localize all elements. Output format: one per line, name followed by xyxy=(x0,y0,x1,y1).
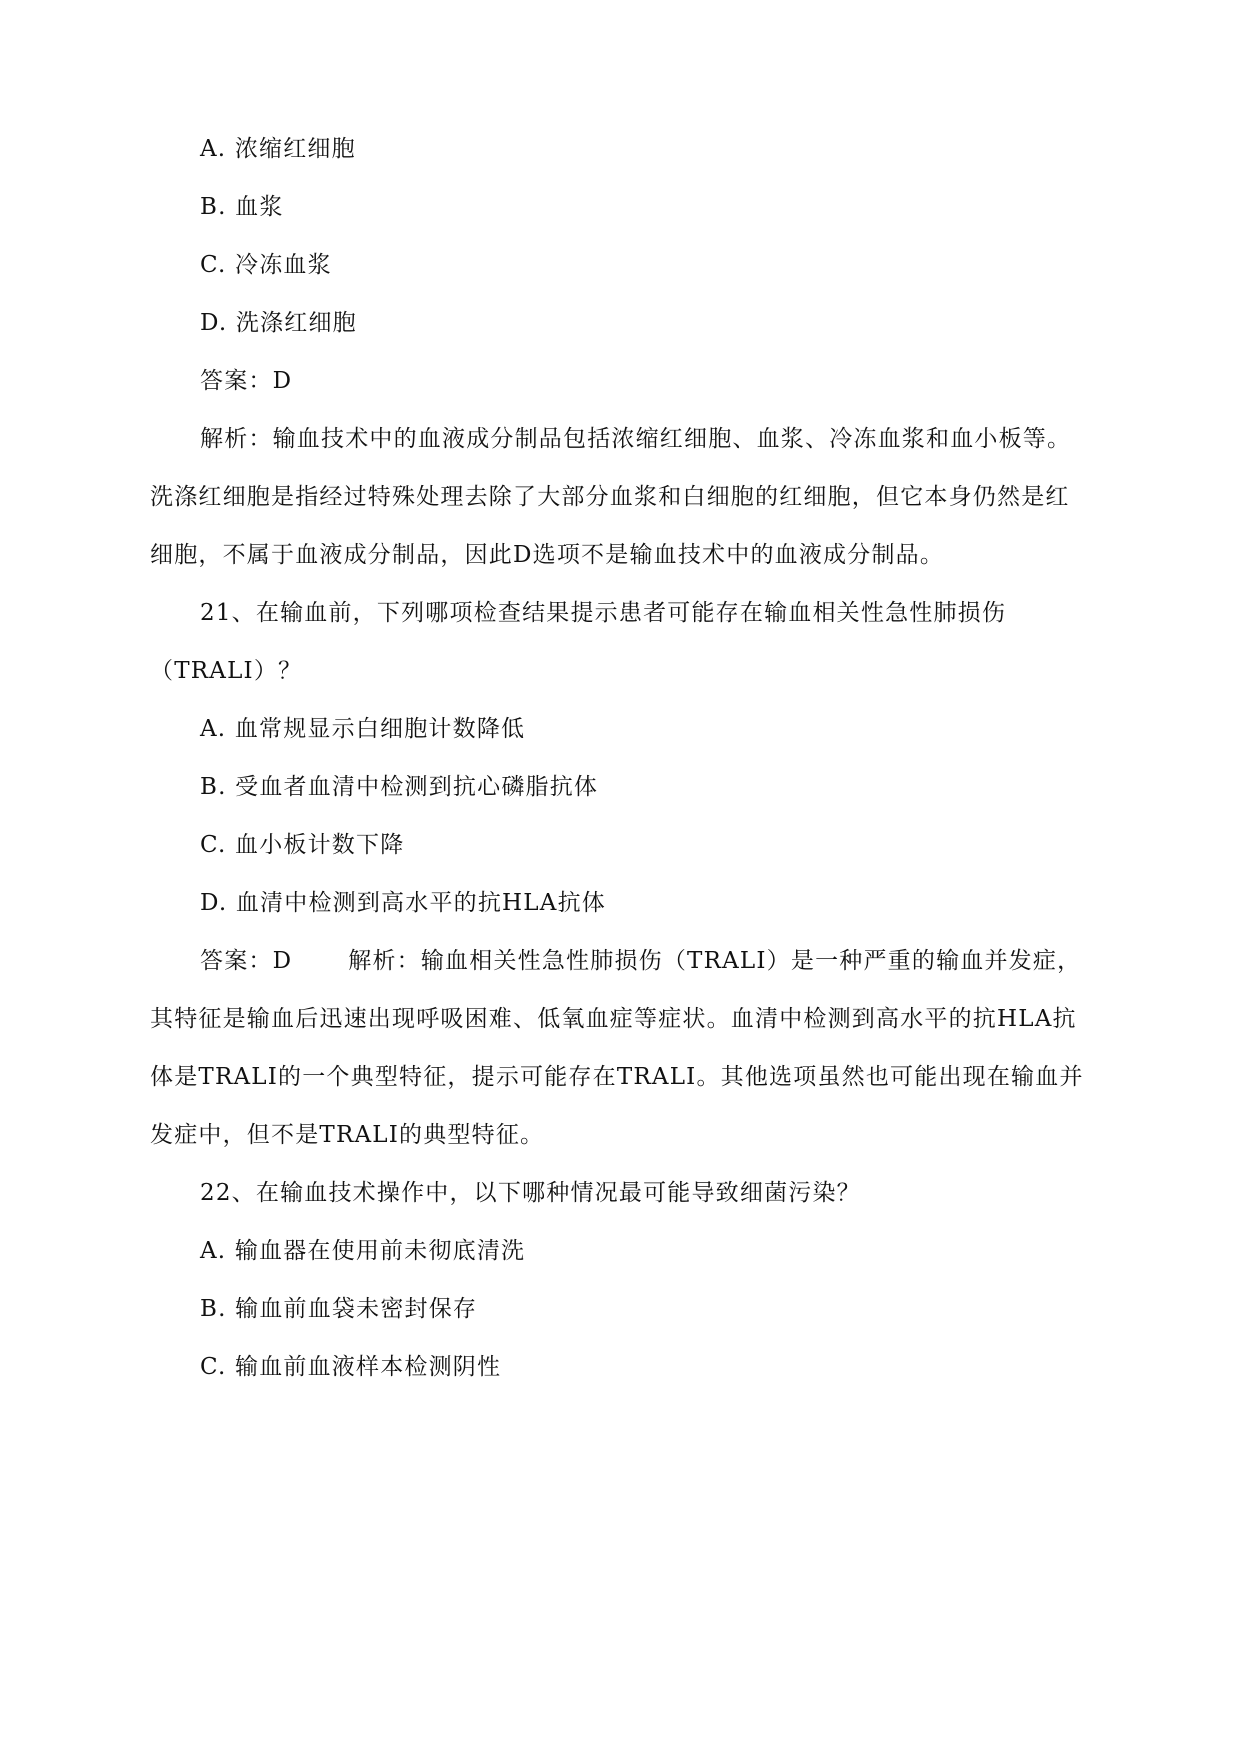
q20-option-b: B. 血浆 xyxy=(200,194,284,220)
q21-option-a: A. 血常规显示白细胞计数降低 xyxy=(200,716,526,742)
q21-explanation-line-3: 体是TRALI的一个典型特征，提示可能存在TRALI。其他选项虽然也可能出现在输血并 xyxy=(150,1064,1084,1090)
q21-answer-explanation-row xyxy=(0,946,1241,976)
q22-option-a: A. 输血器在使用前未彻底清洗 xyxy=(200,1238,526,1264)
q22-question: 22、在输血技术操作中，以下哪种情况最可能导致细菌污染？ xyxy=(200,1180,861,1206)
q20-explanation-line-1: 解析：输血技术中的血液成分制品包括浓缩红细胞、血浆、冷冻血浆和血小板等。 xyxy=(200,426,1072,452)
q20-answer: 答案：D xyxy=(200,368,293,394)
q21-explanation-line-1: 解析：输血相关性急性肺损伤（TRALI）是一种严重的输血并发症， xyxy=(348,948,1082,974)
q21-option-b: B. 受血者血清中检测到抗心磷脂抗体 xyxy=(200,774,599,800)
q21-answer: 答案：D xyxy=(200,948,293,974)
q21-option-c: C. 血小板计数下降 xyxy=(200,832,405,858)
q20-option-c: C. 冷冻血浆 xyxy=(200,252,332,278)
q21-question-line-2: （TRALI）？ xyxy=(150,658,303,684)
q21-explanation-line-2: 其特征是输血后迅速出现呼吸困难、低氧血症等症状。血清中检测到高水平的抗HLA抗 xyxy=(150,1006,1077,1032)
q20-explanation-line-2: 洗涤红细胞是指经过特殊处理去除了大部分血浆和白细胞的红细胞，但它本身仍然是红 xyxy=(150,484,1070,510)
q21-explanation-line-4: 发症中，但不是TRALI的典型特征。 xyxy=(150,1122,545,1148)
q21-option-d: D. 血清中检测到高水平的抗HLA抗体 xyxy=(200,890,606,916)
q20-explanation-line-3: 细胞，不属于血液成分制品，因此D选项不是输血技术中的血液成分制品。 xyxy=(150,542,945,568)
q22-option-b: B. 输血前血袋未密封保存 xyxy=(200,1296,478,1322)
q20-option-d: D. 洗涤红细胞 xyxy=(200,310,357,336)
q20-option-a: A. 浓缩红细胞 xyxy=(200,136,356,162)
q21-question-line-1: 21、在输血前，下列哪项检查结果提示患者可能存在输血相关性急性肺损伤 xyxy=(200,600,1007,626)
q22-option-c: C. 输血前血液样本检测阴性 xyxy=(200,1354,502,1380)
